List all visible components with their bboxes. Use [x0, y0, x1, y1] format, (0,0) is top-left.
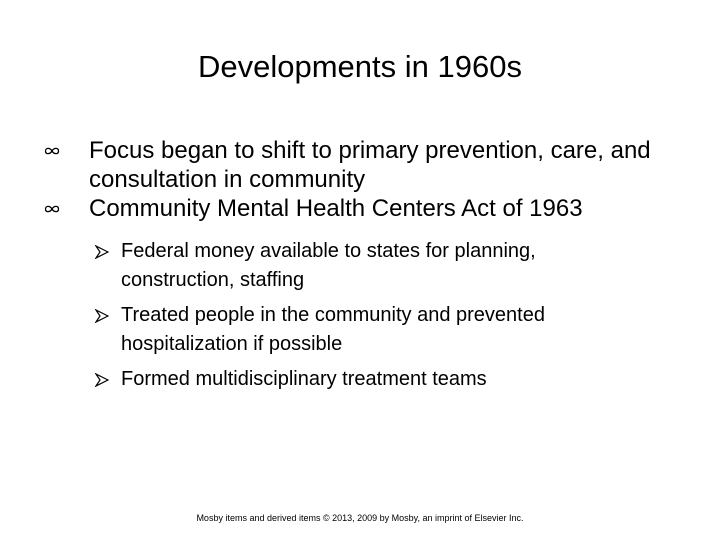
- sub-bullet-item: [44, 237, 641, 295]
- sub-bullet-text: Formed multidisciplinary treatment teams: [121, 368, 487, 390]
- infinity-bullet-icon: [44, 203, 60, 215]
- sub-bullet-item: [44, 301, 641, 359]
- arrowhead-bullet-icon: [95, 373, 109, 387]
- arrowhead-bullet-icon: [95, 309, 109, 323]
- slide-title: Developments in 1960s: [198, 49, 522, 84]
- sub-bullet-item: [44, 365, 641, 394]
- sub-bullet-list: [44, 237, 664, 394]
- infinity-bullet-icon: [44, 145, 60, 157]
- bullet-item: [44, 136, 664, 194]
- bullet-text: Community Mental Health Centers Act of 1963: [89, 195, 583, 222]
- arrowhead-bullet-icon: [95, 245, 109, 259]
- sub-bullet-text: Federal money available to states for planning, construction, staffing: [121, 240, 536, 291]
- copyright-footer: Mosby items and derived items © 2013, 2009 by Mosby, an imprint of Elsevier Inc.: [196, 513, 524, 523]
- sub-bullet-text: Treated people in the community and prevented hospitalization if possible: [121, 304, 545, 355]
- bullet-item: [44, 194, 664, 223]
- bullet-list: [44, 136, 664, 400]
- bullet-text: Focus began to shift to primary prevention, care, and consultation in community: [89, 137, 651, 193]
